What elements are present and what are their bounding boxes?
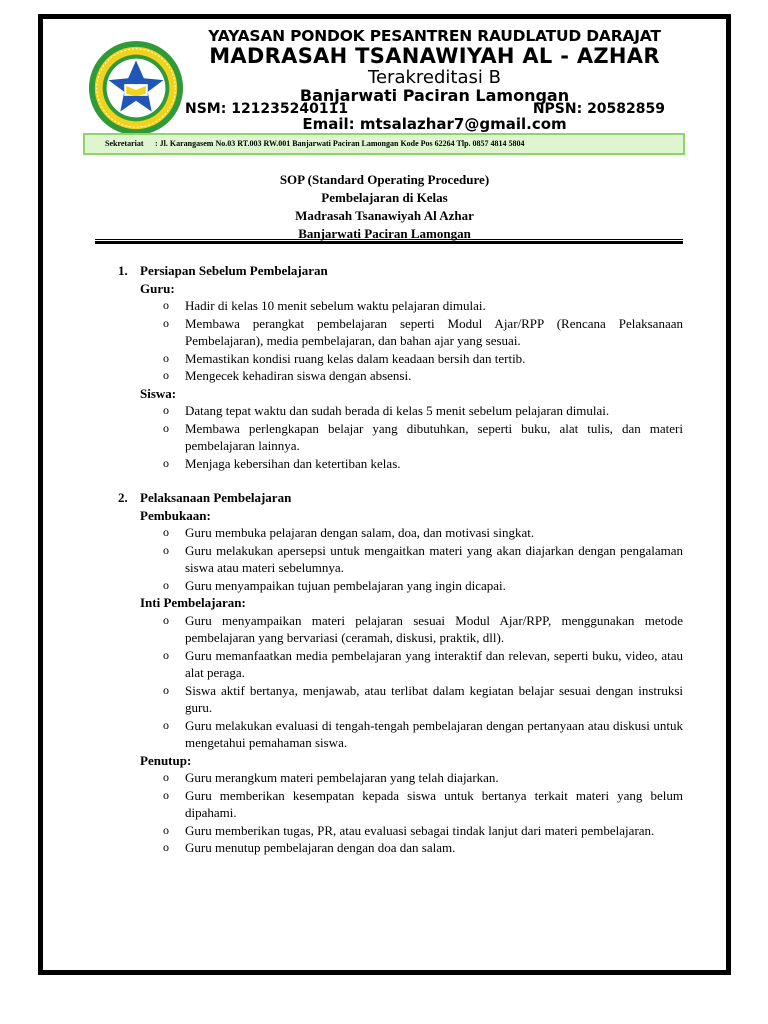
- list-item-text: Memastikan kondisi ruang kelas dalam keadaan bersih dan tertib.: [185, 350, 526, 366]
- header-yayasan: YAYASAN PONDOK PESANTREN RAUDLATUD DARAJAT: [208, 27, 661, 45]
- header-npsn: NPSN: 20582859: [532, 101, 665, 117]
- list-item: [163, 822, 683, 840]
- bullet-icon: o: [163, 647, 169, 662]
- item-list: [113, 524, 683, 594]
- list-item: [163, 577, 683, 595]
- group-label: Siswa:: [140, 385, 177, 401]
- sop-section: [113, 262, 683, 472]
- bullet-icon: o: [163, 682, 169, 697]
- list-item-text: Guru merangkum materi pembelajaran yang telah diajarkan.: [185, 770, 499, 785]
- secretariat-bar: [83, 133, 685, 155]
- bullet-icon: o: [163, 455, 169, 470]
- group-label: Guru:: [140, 280, 175, 296]
- list-item: [163, 524, 683, 542]
- list-item: [163, 839, 683, 857]
- section-title-text: Persiapan Sebelum Pembelajaran: [140, 263, 328, 278]
- item-list: [113, 402, 683, 472]
- bullet-icon: o: [163, 822, 169, 837]
- title-divider-thin: [95, 239, 683, 240]
- document-frame: [38, 14, 731, 975]
- bullet-icon: o: [163, 420, 169, 435]
- bullet-icon: o: [163, 315, 169, 330]
- document-title: [43, 171, 726, 243]
- list-item-text: Guru membuka pelajaran dengan salam, doa, dan motivasi singkat.: [185, 525, 535, 540]
- list-item: [163, 717, 683, 752]
- list-item-text: Guru menyampaikan tujuan pembelajaran yang ingin dicapai.: [185, 577, 506, 593]
- bullet-icon: o: [163, 542, 169, 557]
- bullet-icon: o: [163, 403, 169, 417]
- bullet-icon: o: [163, 717, 169, 732]
- list-item: [163, 769, 683, 787]
- list-item: [163, 787, 683, 822]
- list-item-text: Datang tepat waktu dan sudah berada di kelas 5 menit sebelum pelajaran dimulai.: [185, 403, 610, 418]
- section-number: 2.: [118, 490, 128, 505]
- item-list: [113, 297, 683, 385]
- header-nsm: NSM: 121235240111: [185, 101, 349, 117]
- title-divider-thick: [95, 241, 683, 244]
- sop-content: [113, 262, 683, 874]
- list-item: [163, 402, 683, 420]
- list-item-text: Guru menutup pembelajaran dengan doa dan salam.: [185, 840, 456, 855]
- list-item: [163, 455, 683, 473]
- list-item-text: Guru memberikan tugas, PR, atau evaluasi sebagai tindak lanjut dari materi pembelajaran.: [185, 822, 655, 838]
- secretariat-address: : Jl. Karangasem No.03 RT.003 RW.001 Banjarwati Paciran Lamongan Kode Pos 62264 Tlp. 0857 4814 5804: [155, 139, 525, 148]
- list-item-text: Guru melakukan apersepsi untuk mengaitkan materi yang akan diajarkan dengan pengalaman siswa atau materi sebelumnya.: [185, 542, 683, 575]
- section-title: [113, 262, 683, 280]
- list-item: [163, 682, 683, 717]
- title-line-1: SOP (Standard Operating Procedure): [279, 172, 490, 187]
- list-item-text: Hadir di kelas 10 menit sebelum waktu pelajaran dimulai.: [185, 298, 486, 313]
- list-item-text: Guru memberikan kesempatan kepada siswa untuk bertanya terkait materi yang belum dipahami.: [185, 787, 683, 820]
- list-item: [163, 367, 683, 385]
- bullet-icon: o: [163, 368, 169, 382]
- header-address: Banjarwati Paciran Lamongan: [299, 86, 570, 105]
- list-item: [163, 297, 683, 315]
- sop-section: [113, 489, 683, 857]
- bullet-icon: o: [163, 840, 169, 854]
- bullet-icon: o: [163, 577, 169, 592]
- group-label: Inti Pembelajaran:: [140, 595, 246, 610]
- list-item-text: Menjaga kebersihan dan ketertiban kelas.: [185, 455, 401, 471]
- group-label: Penutup:: [140, 752, 192, 768]
- list-item-text: Membawa perlengkapan belajar yang dibutuhkan, seperti buku, alat tulis, dan materi pembelajaran lainnya.: [185, 420, 683, 453]
- item-list: [113, 612, 683, 752]
- bullet-icon: o: [163, 770, 169, 784]
- list-item-text: Mengecek kehadiran siswa dengan absensi.: [185, 368, 412, 383]
- list-item-text: Siswa aktif bertanya, menjawab, atau terlibat dalam kegiatan belajar sesuai dengan instruksi guru.: [185, 682, 683, 715]
- list-item: [163, 612, 683, 647]
- group-label: Pembukaan:: [140, 507, 211, 523]
- item-list: [113, 769, 683, 857]
- header-accreditation: Terakreditasi B: [368, 67, 501, 88]
- list-item-text: Guru memanfaatkan media pembelajaran yang interaktif dan relevan, seperti buku, video, atau alat peraga.: [185, 647, 683, 680]
- list-item: [163, 315, 683, 350]
- section-title-text: Pelaksanaan Pembelajaran: [140, 490, 292, 505]
- section-number: 1.: [118, 263, 128, 278]
- header-school-name: MADRASAH TSANAWIYAH AL - AZHAR: [209, 44, 660, 68]
- list-item: [163, 420, 683, 455]
- list-item: [163, 350, 683, 368]
- title-line-2: Pembelajaran di Kelas: [321, 190, 448, 205]
- title-line-3: Madrasah Tsanawiyah Al Azhar: [295, 208, 474, 223]
- title-line-4: Banjarwati Paciran Lamongan: [298, 226, 471, 241]
- list-item-text: Guru melakukan evaluasi di tengah-tengah pembelajaran dengan pertanyaan atau diskusi untuk mengetahui pemahaman siswa.: [185, 717, 683, 750]
- bullet-icon: o: [163, 787, 169, 802]
- list-item-text: Membawa perangkat pembelajaran seperti Modul Ajar/RPP (Rencana Pelaksanaan Pembelajaran), media pembelajaran, dan bahan ajar yang sesuai.: [185, 315, 683, 348]
- section-title: [113, 489, 683, 507]
- bullet-icon: o: [163, 525, 169, 539]
- list-item: [163, 542, 683, 577]
- bullet-icon: o: [163, 612, 169, 627]
- header-email: Email: mtsalazhar7@gmail.com: [302, 115, 567, 133]
- bullet-icon: o: [163, 350, 169, 365]
- list-item-text: Guru menyampaikan materi pelajaran sesuai Modul Ajar/RPP, menggunakan metode pembelajaran yang bervariasi (ceramah, diskusi, praktik, dll).: [185, 612, 683, 645]
- bullet-icon: o: [163, 298, 169, 312]
- secretariat-label: Sekretariat: [105, 139, 144, 148]
- list-item: [163, 647, 683, 682]
